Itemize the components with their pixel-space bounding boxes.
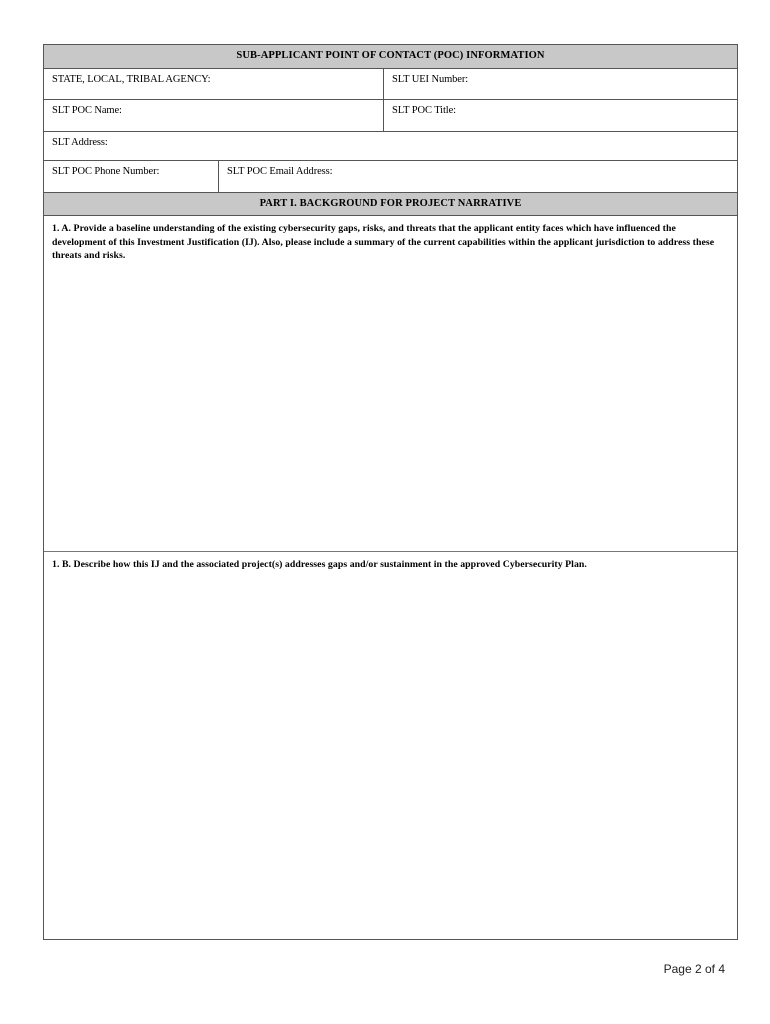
poc-section-title: SUB-APPLICANT POINT OF CONTACT (POC) INFORMATION (236, 50, 545, 61)
part1-section-header (44, 193, 737, 216)
address-label: SLT Address: (52, 137, 108, 148)
question-1a-text: 1. A. Provide a baseline understanding of the existing cybersecurity gaps, risks, and threats that the applicant entity faces which have influenced the development of this Investment Justification (IJ). Also, please include a summary of the current capabilities within the applicant jurisdiction to address these threats and risks. (52, 223, 715, 261)
uei-label: SLT UEI Number: (392, 74, 469, 85)
phone-email-row (44, 161, 737, 193)
agency-uei-row (44, 69, 737, 100)
email-field[interactable] (218, 161, 737, 192)
page-number: Page 2 of 4 (663, 962, 725, 976)
poc-title-label: SLT POC Title: (392, 105, 456, 116)
phone-field[interactable] (44, 161, 218, 192)
poc-section-header (44, 45, 737, 69)
part1-section-title: PART I. BACKGROUND FOR PROJECT NARRATIVE (259, 198, 522, 209)
poc-name-title-row (44, 100, 737, 132)
email-label: SLT POC Email Address: (227, 166, 333, 177)
phone-label: SLT POC Phone Number: (52, 166, 160, 177)
poc-name-field[interactable] (44, 100, 383, 131)
poc-form (43, 44, 738, 940)
uei-field[interactable] (383, 69, 737, 99)
agency-label: STATE, LOCAL, TRIBAL AGENCY: (52, 74, 211, 85)
address-row (44, 132, 737, 161)
question-1b-area[interactable] (44, 552, 737, 939)
agency-field[interactable] (44, 69, 383, 99)
poc-name-label: SLT POC Name: (52, 105, 122, 116)
poc-title-field[interactable] (383, 100, 737, 131)
address-field[interactable] (44, 132, 737, 160)
question-1a-area[interactable] (44, 216, 737, 552)
question-1b-text: 1. B. Describe how this IJ and the associated project(s) addresses gaps and/or sustainment in the approved Cybersecurity Plan. (52, 559, 587, 570)
